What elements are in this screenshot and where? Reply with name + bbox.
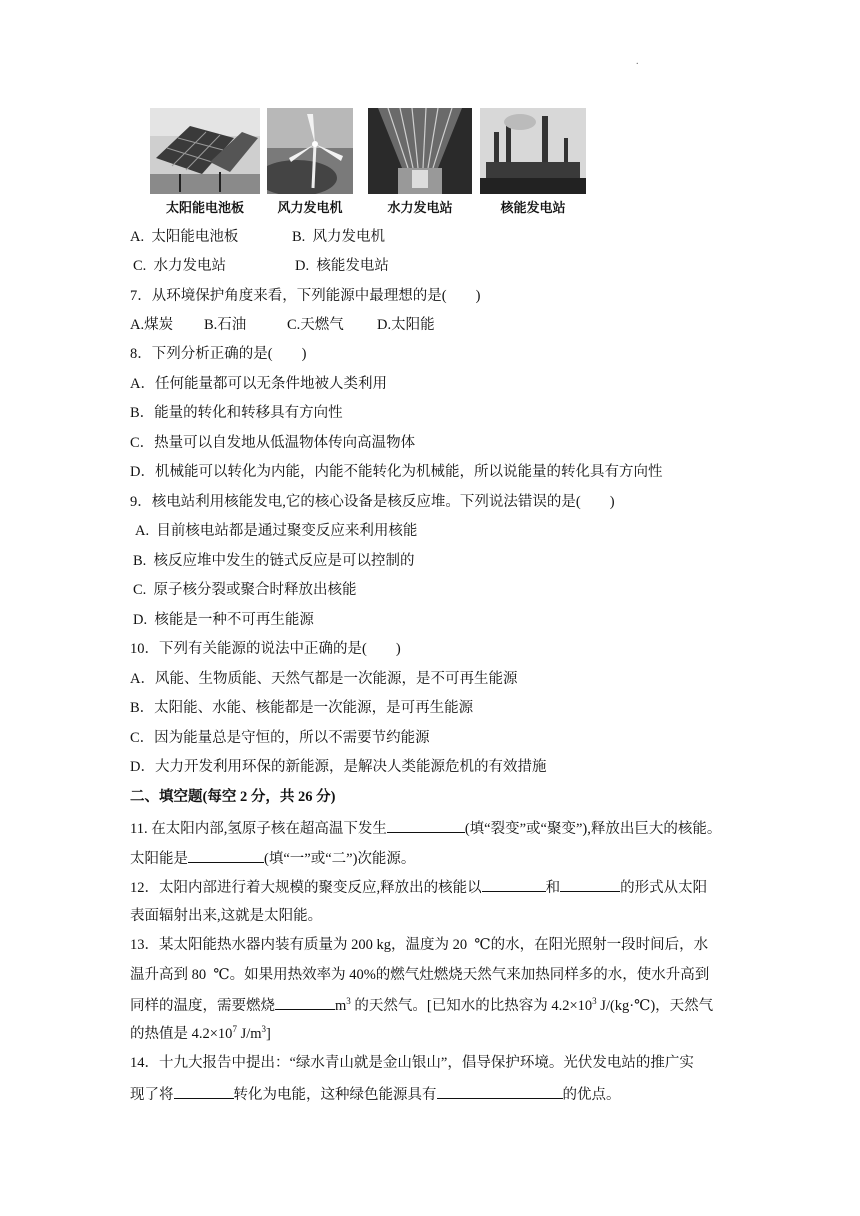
q12-text: 和 xyxy=(545,880,561,896)
q13-text: 的天然气。[已知水的比热容为 4.2×10 xyxy=(350,998,593,1014)
q11-line2 xyxy=(130,847,415,869)
image-caption: 水力发电站 xyxy=(387,201,453,216)
q7-stem: 7．从环境保护角度来看，下列能源中最理想的是( ) xyxy=(130,288,481,304)
answer-blank[interactable] xyxy=(188,847,264,863)
q13-line2: 温升高到 80 ℃。如果用热效率为 40%的燃气灶燃烧天然气来加热同样多的水，使水升高到 xyxy=(130,967,710,983)
q13-text: J/(kg·℃)，天然气 xyxy=(596,998,714,1014)
q13-text: J/m xyxy=(236,1026,262,1042)
q10-option-c: C．因为能量总是守恒的，所以不需要节约能源 xyxy=(130,730,430,746)
q8-option-a: A．任何能量都可以无条件地被人类利用 xyxy=(130,376,387,392)
q8-option-b: B．能量的转化和转移具有方向性 xyxy=(130,405,343,421)
q8-stem: 8．下列分析正确的是( ) xyxy=(130,346,307,362)
q14-text: 的优点。 xyxy=(562,1087,621,1103)
q6-options-row2 xyxy=(133,256,389,276)
q11-text: (填“裂变”或“聚变”),释放出巨大的核能。 xyxy=(464,821,722,837)
q12-text: 12．太阳内部进行着大规模的聚变反应,释放出的核能以 xyxy=(130,880,482,896)
answer-blank[interactable] xyxy=(482,876,546,892)
answer-blank[interactable] xyxy=(437,1083,563,1099)
q9-option-b: B. 核反应堆中发生的链式反应是可以控制的 xyxy=(133,553,415,569)
wind-turbine-image xyxy=(267,108,377,218)
q12-line2: 表面辐射出来,这就是太阳能。 xyxy=(130,908,323,924)
q7-options xyxy=(130,315,435,335)
q13-text: 同样的温度，需要燃烧 xyxy=(130,998,275,1014)
q6-option-d: D. 核能发电站 xyxy=(295,258,389,274)
q9-option-c: C. 原子核分裂或聚合时释放出核能 xyxy=(133,582,357,598)
q9-option-a: A. 目前核电站都是通过聚变反应来利用核能 xyxy=(135,523,418,539)
solar-panel-image xyxy=(150,108,260,218)
q7-option-b: B.石油 xyxy=(204,317,247,333)
q13-line3 xyxy=(130,994,713,1016)
q10-stem: 10．下列有关能源的说法中正确的是( ) xyxy=(130,641,401,657)
hydro-station-icon xyxy=(368,108,472,194)
q14-text: 现了将 xyxy=(130,1087,174,1103)
q13-text: m xyxy=(335,998,347,1014)
q11-text: 11. 在太阳内部,氢原子核在超高温下发生 xyxy=(130,821,387,837)
superscript: 3 xyxy=(592,996,597,1007)
q7-option-c: C.天燃气 xyxy=(287,317,344,333)
q13-line1: 13．某太阳能热水器内装有质量为 200 kg，温度为 20 ℃的水，在阳光照射一段时间后，水 xyxy=(130,937,709,953)
q10-option-a: A．风能、生物质能、天然气都是一次能源，是不可再生能源 xyxy=(130,671,518,687)
q11-text: (填“一”或“二”)次能源。 xyxy=(264,851,416,867)
q7-option-d: D.太阳能 xyxy=(377,317,435,333)
q10-option-b: B．太阳能、水能、核能都是一次能源，是可再生能源 xyxy=(130,700,474,716)
q10-option-d: D．大力开发利用环保的新能源，是解决人类能源危机的有效措施 xyxy=(130,759,547,775)
answer-blank[interactable] xyxy=(560,876,620,892)
q14-line1: 14．十九大报告中提出：“绿水青山就是金山银山”，倡导保护环境。光伏发电站的推广实 xyxy=(130,1055,694,1071)
q6-option-a: A. 太阳能电池板 xyxy=(130,229,239,245)
q14-text: 转化为电能，这种绿色能源具有 xyxy=(233,1087,437,1103)
q12-line1 xyxy=(130,876,707,898)
q6-option-b: B. 风力发电机 xyxy=(292,229,386,245)
q11-text: 太阳能是 xyxy=(130,851,188,867)
image-caption: 风力发电机 xyxy=(277,201,343,216)
corner-dot: . xyxy=(636,56,639,67)
superscript: 3 xyxy=(261,1024,267,1035)
energy-image-strip xyxy=(150,108,590,218)
answer-blank[interactable] xyxy=(275,994,335,1010)
q13-line4 xyxy=(130,1024,271,1044)
q9-option-d: D. 核能是一种不可再生能源 xyxy=(133,612,314,628)
wind-turbine-icon xyxy=(267,108,353,194)
q14-line2 xyxy=(130,1083,621,1105)
q8-option-c: C．热量可以自发地从低温物体传向高温物体 xyxy=(130,435,416,451)
q11-line1 xyxy=(130,817,721,839)
image-caption: 太阳能电池板 xyxy=(165,201,244,216)
image-caption: 核能发电站 xyxy=(500,201,566,216)
nuclear-plant-icon xyxy=(480,108,586,194)
q7-option-a: A.煤炭 xyxy=(130,317,174,333)
superscript: 7 xyxy=(232,1024,237,1035)
q6-option-c: C. 水力发电站 xyxy=(133,258,227,274)
answer-blank[interactable] xyxy=(387,817,465,833)
section-heading: 二、填空题(每空 2 分，共 26 分) xyxy=(130,789,336,805)
solar-panel-icon xyxy=(150,108,260,194)
answer-blank[interactable] xyxy=(174,1083,234,1099)
q8-option-d: D．机械能可以转化为内能，内能不能转化为机械能，所以说能量的转化具有方向性 xyxy=(130,464,663,480)
superscript: 3 xyxy=(346,996,351,1007)
nuclear-plant-image xyxy=(480,108,590,218)
q13-text: ] xyxy=(266,1026,271,1042)
q13-text: 的热值是 4.2×10 xyxy=(130,1026,233,1042)
q6-options-row1 xyxy=(130,227,386,247)
hydro-station-image xyxy=(368,108,478,218)
q9-stem: 9．核电站利用核能发电,它的核心设备是核反应堆。下列说法错误的是( ) xyxy=(130,494,615,510)
q12-text: 的形式从太阳 xyxy=(620,880,708,896)
